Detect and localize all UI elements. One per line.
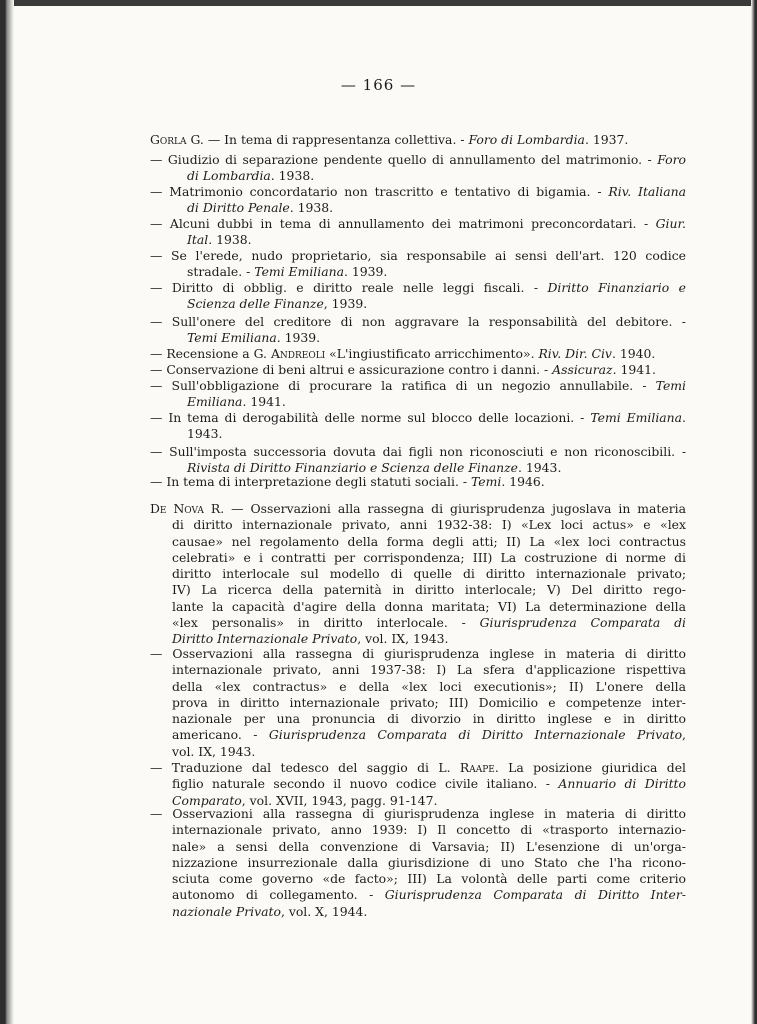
bibliography-entry [150, 760, 686, 809]
entry-line: di diritto internazionale privato, anni 1932-38: I) «Lex loci actus» e «lex [172, 517, 686, 533]
bibliography-entry [150, 378, 686, 411]
entry-line: — In tema di interpretazione degli statuti sociali. - Temi. 1946. [150, 474, 545, 489]
entry-line: — Traduzione dal tedesco del saggio di L. Raape. La posizione giuridica del [150, 760, 686, 775]
entry-line: causae» nel regolamento della forma degli atti; II) La «lex loci contractus [172, 533, 686, 549]
entry-line: De Nova R. — Osservazioni alla rassegna di giurisprudenza jugoslava in materia [150, 501, 686, 516]
entry-line: — Osservazioni alla rassegna di giurisprudenza inglese in materia di diritto [150, 806, 686, 821]
entry-line: Temi Emiliana. 1939. [187, 330, 321, 346]
entry-line: nazionale Privato, vol. X, 1944. [172, 903, 368, 919]
entry-line: — Alcuni dubbi in tema di annullamento dei matrimoni preconcordatari. - Giur. [150, 216, 686, 231]
entry-line: autonomo di collegamento. - Giurisprudenza Comparata di Diritto Inter- [172, 887, 686, 903]
bibliography-entry [150, 474, 686, 490]
entry-line: «lex personalis» in diritto interlocale. - Giurisprudenza Comparata di [172, 615, 686, 631]
entry-line: — Sull'imposta successoria dovuta dai figli non riconosciuti e non riconoscibili. - [150, 444, 686, 459]
entry-line: nazionale per una pronuncia di divorzio in diritto inglese e in diritto [172, 711, 686, 727]
entry-line: sciuta come governo «de facto»; III) La volontà delle parti come criterio [172, 871, 686, 887]
entry-line: — Sull'onere del creditore di non aggravare la responsabilità del debitore. - [150, 314, 686, 329]
entry-line: Emiliana. 1941. [187, 394, 286, 410]
bibliography-entry [150, 362, 686, 378]
entry-line: Rivista di Diritto Finanziario e Scienza delle Finanze. 1943. [187, 460, 562, 476]
page-number: — 166 — [340, 76, 417, 94]
scan-edge-top [0, 0, 757, 6]
bibliography-entry [150, 280, 686, 313]
bibliography-entry [150, 216, 686, 249]
bibliography-entry [150, 410, 686, 443]
bibliography-entry [150, 646, 686, 760]
bibliography-entry [150, 346, 686, 362]
entry-line: nale» a sensi della convenzione di Varsavia; II) L'esenzione di un'orga- [172, 838, 686, 854]
scan-edge-right [751, 0, 757, 1024]
bibliography-entry [150, 184, 686, 217]
entry-line: prova in diritto internazionale privato; III) Domicilio e competenze inter- [172, 694, 686, 710]
entry-line: 1943. [187, 426, 223, 442]
entry-line: internazionale privato, anno 1939: I) Il concetto di «trasporto internazio- [172, 822, 686, 838]
entry-line: della «lex contractus» e della «lex loci executionis»; II) L'onere della [172, 678, 686, 694]
entry-line: Diritto Internazionale Privato, vol. IX, 1943. [172, 631, 449, 647]
bibliography-entry [150, 806, 686, 920]
entry-line: americano. - Giurisprudenza Comparata di Diritto Internazionale Privato, [172, 727, 686, 743]
entry-line: Ital. 1938. [187, 232, 252, 248]
entry-line: — Sull'obbligazione di procurare la ratifica di un negozio annullabile. - Temi [150, 378, 686, 393]
entry-line: IV) La ricerca della paternità in diritto interlocale; V) Del diritto rego- [172, 582, 686, 598]
entry-line: — Diritto di obblig. e diritto reale nelle leggi fiscali. - Diritto Finanziario e [150, 280, 686, 295]
entry-line: — Se l'erede, nudo proprietario, sia responsabile ai sensi dell'art. 120 codice [150, 248, 686, 263]
entry-line: di Diritto Penale. 1938. [187, 200, 334, 216]
entry-line: — Recensione a G. Andreoli «L'ingiustificato arricchimento». Riv. Dir. Civ. 1940. [150, 346, 656, 361]
entry-line: — Conservazione di beni altrui e assicurazione contro i danni. - Assicuraz. 1941. [150, 362, 656, 377]
entry-line: stradale. - Temi Emiliana. 1939. [187, 264, 388, 280]
bibliography-entry [150, 501, 686, 648]
entry-line: Comparato, vol. XVII, 1943, pagg. 91-147. [172, 792, 438, 808]
entry-line: diritto interlocale sul modello di quelle di diritto internazionale privato; [172, 566, 686, 582]
entry-line: Scienza delle Finanze, 1939. [187, 296, 368, 312]
entry-line: di Lombardia. 1938. [187, 168, 315, 184]
entry-line: — Osservazioni alla rassegna di giurisprudenza inglese in materia di diritto [150, 646, 686, 661]
entry-line: celebrati» e i contratti per corrispondenza; III) La costruzione di norme di [172, 549, 686, 565]
entry-line: nizzazione insurrezionale dalla giurisdizione di uno Stato che l'ha ricono- [172, 854, 686, 870]
bibliography-entry [150, 132, 686, 148]
entry-line: internazionale privato, anni 1937-38: I) La sfera d'applicazione rispettiva [172, 662, 686, 678]
bibliography-entry [150, 314, 686, 347]
entry-line: vol. IX, 1943. [172, 743, 256, 759]
scan-edge-left [0, 0, 14, 1024]
entry-line: — In tema di derogabilità delle norme sul blocco delle locazioni. - Temi Emiliana. [150, 410, 686, 425]
entry-line: Gorla G. — In tema di rappresentanza collettiva. - Foro di Lombardia. 1937. [150, 132, 629, 147]
entry-line: — Giudizio di separazione pendente quello di annullamento del matrimonio. - Foro [150, 152, 686, 167]
entry-line: lante la capacità d'agire della donna maritata; VI) La determinazione della [172, 598, 686, 614]
entry-line: figlio naturale secondo il nuovo codice civile italiano. - Annuario di Diritto [172, 776, 686, 792]
bibliography-entry [150, 444, 686, 477]
bibliography-entry [150, 152, 686, 185]
bibliography-entry [150, 248, 686, 281]
entry-line: — Matrimonio concordatario non trascritto e tentativo di bigamia. - Riv. Italiana [150, 184, 686, 199]
